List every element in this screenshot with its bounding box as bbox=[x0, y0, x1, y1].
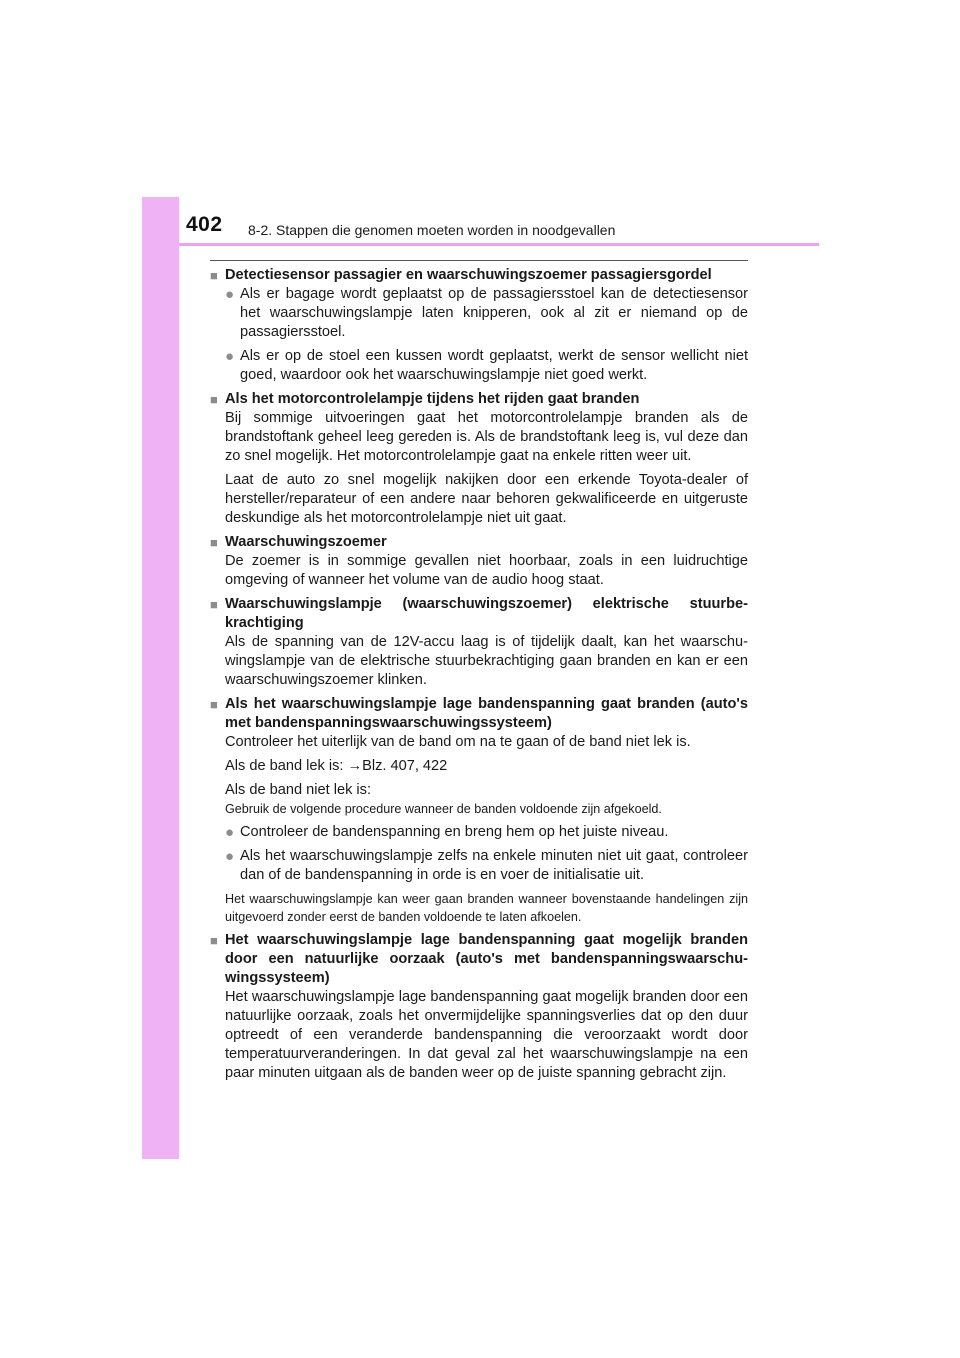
section-warning-buzzer bbox=[210, 533, 748, 590]
square-bullet-icon: ■ bbox=[210, 933, 218, 948]
page-number: 402 bbox=[186, 213, 223, 236]
square-bullet-icon: ■ bbox=[210, 597, 218, 612]
header-rule bbox=[179, 243, 819, 246]
circle-bullet-icon: ● bbox=[225, 824, 235, 841]
page-reference: Als de band lek is: →Blz. 407, 422 bbox=[225, 758, 448, 774]
note: Het waarschuwingslampje kan weer gaan branden wanneer bovenstaande handelingen zijn uitgevoerd zonder eerst de banden voldoende te laten afkoelen. bbox=[225, 892, 748, 924]
section-passenger-sensor bbox=[210, 266, 748, 385]
section-tire-pressure bbox=[210, 695, 748, 926]
chapter-title: 8-2. Stappen die genomen moeten worden in noodgevallen bbox=[248, 222, 616, 238]
section-natural-cause bbox=[210, 931, 748, 1083]
paragraph: De zoemer is in sommige gevallen niet hoorbaar, zoals in een luidruchtige omgeving of wanneer het volume van de audio hoog staat. bbox=[225, 553, 748, 588]
paragraph: Het waarschuwingslampje lage bandenspanning gaat mogelijk branden door een natuurlijke oorzaak, zoals het onvermijdelijke spanningsverlies dat op den duur optreedt of een veranderde bandenspanning die veroorzaakt wordt door temperatuurveranderingen. In dat geval zal het waarschuwingslampje na een paar minuten uitgaan als de banden weer op de juiste spanning gebracht zijn. bbox=[225, 989, 748, 1081]
circle-bullet-icon: ● bbox=[225, 286, 235, 303]
section-heading: ■ Het waarschuwingslampje lage bandenspanning gaat mogelijk branden door een natuurlijke oorzaak (auto's met bandenspanningswaarschuwingssysteem) bbox=[210, 932, 748, 986]
section-heading: ■ Als het waarschuwingslampje lage bandenspanning gaat branden (auto's met bandenspanningswaarschuwingssysteem) bbox=[210, 696, 748, 731]
paragraph: Als de band niet lek is: bbox=[225, 782, 372, 798]
list-item: ● Als er op de stoel een kussen wordt geplaatst, werkt de sensor wellicht niet goed, waardoor ook het waarschuwingslampje niet goed werkt. bbox=[225, 348, 748, 383]
page-content bbox=[210, 266, 748, 1088]
square-bullet-icon: ■ bbox=[210, 697, 218, 712]
chapter-side-tab bbox=[142, 197, 179, 1159]
paragraph: Laat de auto zo snel mogelijk nakijken door een erkende Toyota-dealer of hersteller/reparateur of een andere naar behoren gekwalificeerde en uitgeruste deskundige als het motorcontrolelampje niet uit gaat. bbox=[225, 472, 748, 526]
list-item: ● Controleer de bandenspanning en breng hem op het juiste niveau. bbox=[225, 824, 669, 841]
square-bullet-icon: ■ bbox=[210, 268, 218, 283]
content-rule bbox=[210, 260, 748, 261]
paragraph: Als de spanning van de 12V-accu laag is of tijdelijk daalt, kan het waarschuwingslampje van de elektrische stuurbekrachtiging gaan branden en kan er een waarschuwingszoemer klinken. bbox=[225, 634, 748, 688]
list-item: ● Als er bagage wordt geplaatst op de passagiersstoel kan de detectiesensor het waarschuwingslampje laten knipperen, ook al zit er niemand op de passagiersstoel. bbox=[225, 286, 748, 340]
circle-bullet-icon: ● bbox=[225, 848, 235, 865]
section-heading: ■ Waarschuwingszoemer bbox=[210, 534, 387, 550]
section-power-steering bbox=[210, 595, 748, 690]
section-engine-light bbox=[210, 390, 748, 528]
square-bullet-icon: ■ bbox=[210, 392, 218, 407]
list-item: ● Als het waarschuwingslampje zelfs na enkele minuten niet uit gaat, controleer dan of de bandenspanning in orde is en voer de initialisatie uit. bbox=[225, 848, 748, 883]
note: Gebruik de volgende procedure wanneer de banden voldoende zijn afgekoeld. bbox=[225, 802, 662, 816]
square-bullet-icon: ■ bbox=[210, 535, 218, 550]
circle-bullet-icon: ● bbox=[225, 348, 235, 365]
section-heading: ■ Detectiesensor passagier en waarschuwingszoemer passagiersgordel bbox=[210, 267, 712, 283]
section-heading: ■ Waarschuwingslampje (waarschuwingszoemer) elektrische stuurbekrachtiging bbox=[210, 596, 748, 631]
section-heading: ■ Als het motorcontrolelampje tijdens het rijden gaat branden bbox=[210, 391, 640, 407]
paragraph: Controleer het uiterlijk van de band om na te gaan of de band niet lek is. bbox=[225, 734, 691, 750]
paragraph: Bij sommige uitvoeringen gaat het motorcontrolelampje branden als de brandstoftank geheel leeg gereden is. Als de brandstoftank leeg is, vul deze dan zo snel mogelijk. Het motorcontrolelampje gaat na enkele ritten weer uit. bbox=[225, 410, 748, 464]
